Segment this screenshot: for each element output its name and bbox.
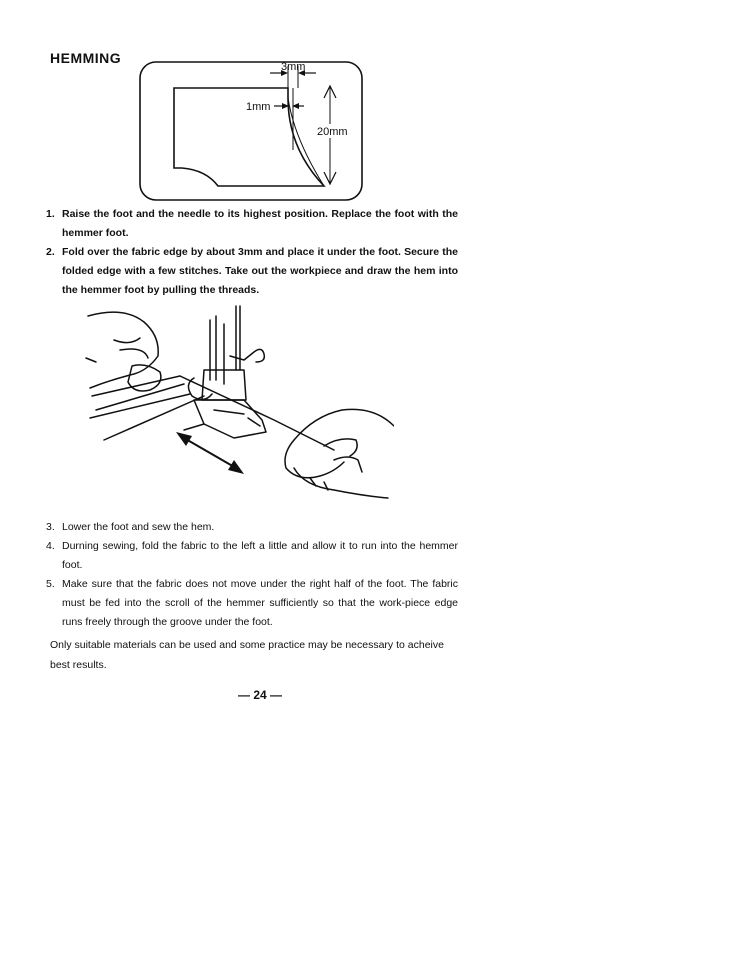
label-3mm: 3mm bbox=[281, 61, 306, 73]
list-item bbox=[46, 205, 458, 243]
hem-dimension-diagram bbox=[138, 58, 366, 204]
sewing-illustration bbox=[84, 300, 394, 505]
page-number: — 24 — bbox=[237, 688, 282, 702]
list-item bbox=[46, 243, 458, 300]
step-text: Lower the foot and sew the hem. bbox=[62, 521, 215, 533]
steps-top bbox=[46, 205, 458, 300]
list-item bbox=[46, 537, 458, 575]
steps-bottom bbox=[46, 518, 458, 632]
step-number: 5. bbox=[46, 578, 55, 590]
step-number: 2. bbox=[46, 246, 55, 258]
note-paragraph: Only suitable materials can be used and some practice may be necessary to acheive best results. bbox=[50, 639, 444, 671]
step-number: 1. bbox=[46, 208, 55, 220]
step-text: Raise the foot and the needle to its highest position. Replace the foot with the hemmer foot. bbox=[62, 208, 458, 239]
step-text: Fold over the fabric edge by about 3mm and place it under the foot. Secure the folded edge with a few stitches. Take out the workpiece and draw the hem into the hemmer foot by pulling the threads. bbox=[62, 246, 458, 296]
page-title: HEMMING bbox=[50, 50, 122, 66]
step-number: 3. bbox=[46, 521, 55, 533]
label-1mm: 1mm bbox=[246, 101, 271, 113]
label-20mm: 20mm bbox=[317, 126, 348, 138]
step-text: Durning sewing, fold the fabric to the left a little and allow it to run into the hemmer foot. bbox=[62, 540, 458, 571]
step-text: Make sure that the fabric does not move under the right half of the foot. The fabric must be fed into the scroll of the hemmer sufficiently so that the work-piece edge runs freely through the groove under the foot. bbox=[62, 578, 458, 628]
list-item bbox=[46, 518, 458, 537]
step-number: 4. bbox=[46, 540, 55, 552]
list-item bbox=[46, 575, 458, 632]
